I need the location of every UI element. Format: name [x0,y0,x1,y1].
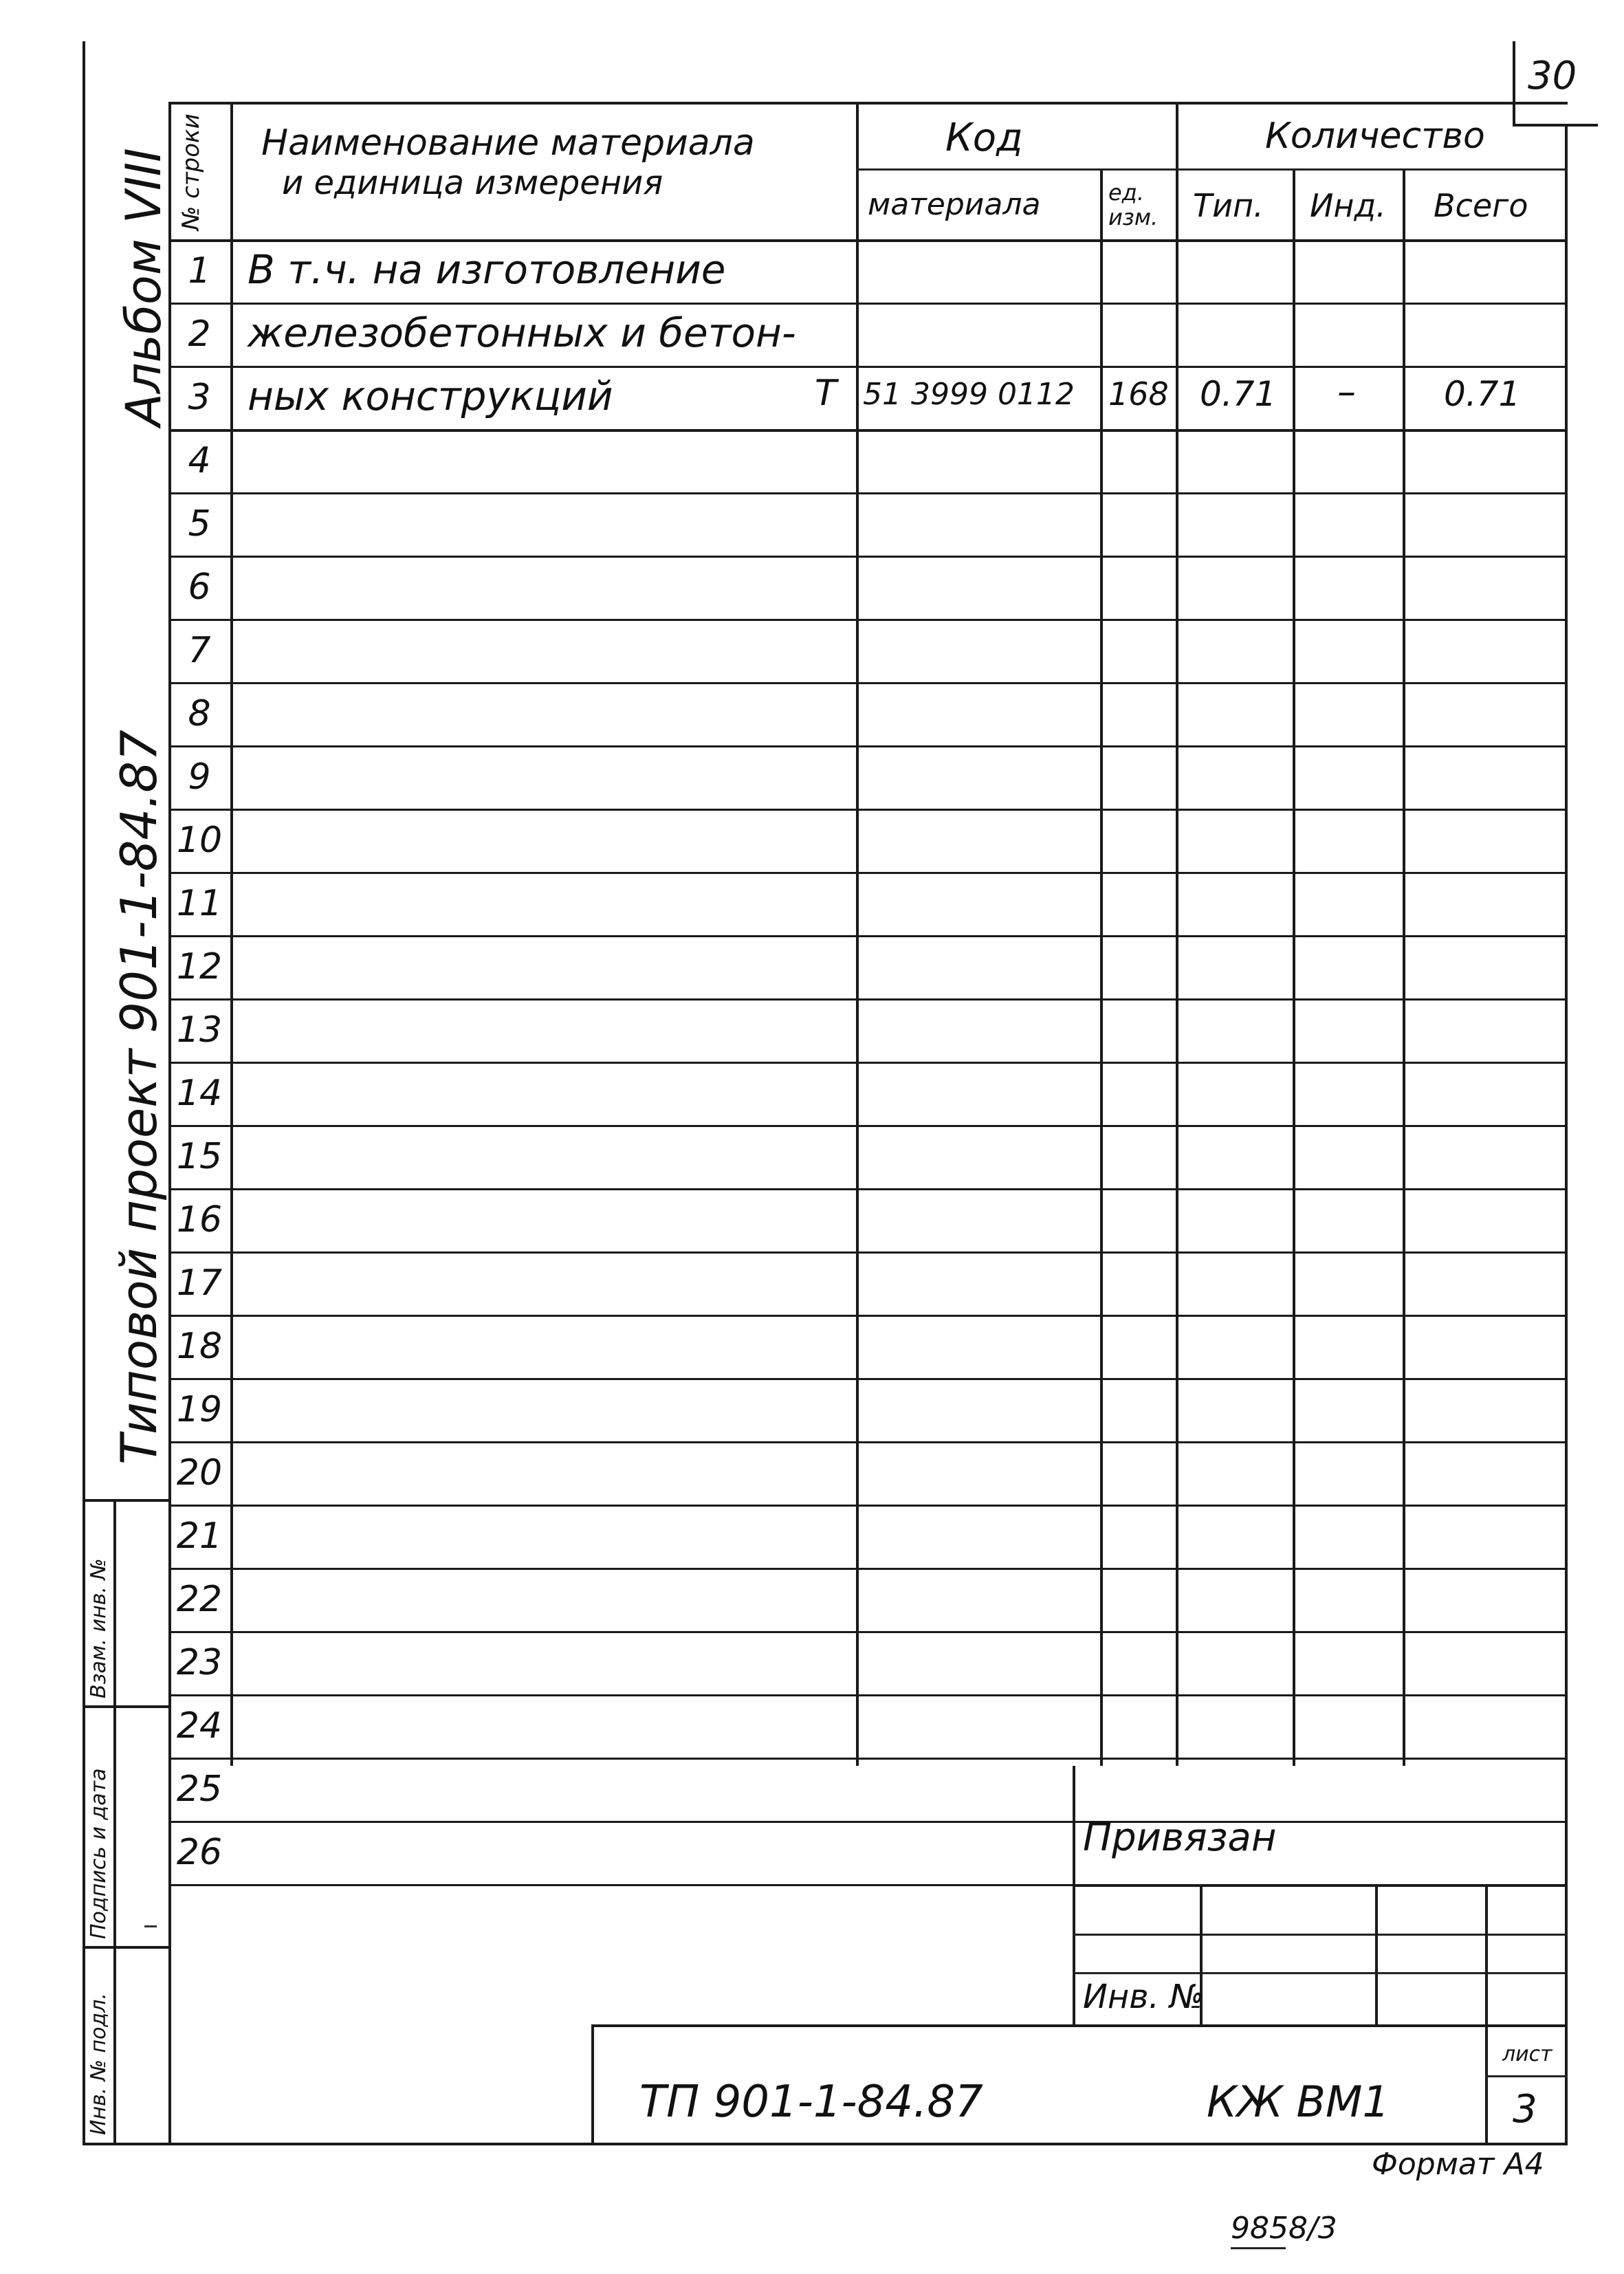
tb-main-top [591,2024,1568,2027]
table-row-line [168,556,1568,558]
row-number: 22 [176,1579,223,1620]
row-number: 14 [176,1073,223,1114]
row-number: 24 [176,1705,223,1747]
page-number: 30 [1528,54,1577,98]
row3-ind: – [1337,370,1356,413]
stamp-col-line [113,1499,116,2143]
row-number: 7 [188,630,211,671]
stamp-top [83,1499,168,1502]
row-number: 10 [176,820,223,861]
table-row-line [168,1188,1568,1190]
col-line-ind [1293,168,1295,1766]
table-row-line [168,1315,1568,1317]
table-row-line [168,1758,1568,1760]
row3-unit-suffix: Т [815,373,837,414]
row-number: 20 [176,1452,223,1494]
stamp-dash [144,1925,157,1927]
table-row-line [168,1631,1568,1633]
row3-type: 0.71 [1200,374,1277,414]
table-row-line [168,809,1568,811]
header-code: Код [945,116,1023,160]
table-row-line [168,872,1568,874]
header-code-unit: ед. изм. [1108,179,1159,230]
row-number: 18 [176,1326,223,1367]
row-number: 3 [188,377,211,418]
row-number: 17 [176,1262,223,1304]
row-number: 5 [188,503,211,545]
row-number: 21 [176,1516,223,1557]
tb-left [1073,1766,1075,2027]
header-sub-line [856,168,1568,171]
row3-code: 51 3999 0112 [863,377,1075,412]
table-row-line [168,682,1568,684]
tb-col-2 [1375,1884,1378,2025]
header-qty-total: Всего [1434,187,1528,224]
col-line-code [856,102,859,1766]
table-row-line [168,303,1568,305]
table-row-line [168,1821,1568,1823]
table-row-line [168,366,1568,368]
stamp-sep-1 [83,1705,168,1708]
tb-sheet-label: лист [1502,2042,1552,2066]
table-row-line [168,1568,1568,1570]
row-number: 15 [176,1136,223,1177]
row-number: 1 [188,250,211,292]
row-number: 16 [176,1199,223,1240]
tb-line-3 [1073,1972,1568,1974]
row-number: 11 [176,883,223,924]
tb-doc-code: ТП 901-1-84.87 [639,2077,983,2128]
header-row-no: № строки [177,113,205,230]
tb-mark: КЖ ВМ1 [1207,2077,1390,2127]
header-qty: Количество [1265,116,1485,157]
tb-col-3 [1485,1884,1488,2143]
table-row-line [168,1441,1568,1443]
album-label: Альбом VIII [116,148,172,426]
row1-name: В т.ч. на изготовление [248,246,726,293]
tb-bound-line [1073,1884,1568,1887]
table-row-line [168,1125,1568,1127]
table-row-line [168,1062,1568,1064]
row-number: 2 [188,314,211,355]
row-number: 26 [176,1832,223,1873]
row-number: 19 [176,1389,223,1430]
stamp-inv-podl: Инв. № подл. [87,1993,111,2135]
stamp-vzam: Взам. инв. № [87,1558,111,1698]
tb-bound: Привязан [1083,1815,1277,1860]
frame-right [1565,124,1568,2145]
header-qty-type: Тип. [1193,187,1264,224]
tb-sheet-no: 3 [1513,2087,1537,2132]
project-label: Типовой проект 901-1-84.87 [110,730,168,1465]
tb-sheet-line [1485,2075,1568,2077]
tb-main-left [591,2024,594,2143]
header-name-line2: и единица измерения [282,164,663,202]
header-qty-ind: Инд. [1310,187,1386,224]
row-number: 23 [176,1642,223,1683]
frame-bottom [83,2143,1568,2145]
table-row-line [168,492,1568,494]
row-number: 8 [188,693,211,734]
col-line-total [1403,168,1405,1766]
tb-line-2 [1073,1934,1568,1936]
row3-name: ных конструкций [248,373,613,419]
header-bottom [168,239,1568,242]
format-label: Формат А4 [1372,2147,1544,2182]
header-code-material: материала [868,187,1041,222]
row-number: 9 [188,756,211,798]
row2-name: железобетонных и бетон- [248,309,796,356]
table-row-line [168,619,1568,621]
footer-number: 9858/3 [1231,2211,1337,2246]
row-number: 25 [176,1769,223,1810]
col-line-qty [1176,102,1178,1766]
table-row-line [168,1251,1568,1254]
col-line-unit [1100,168,1103,1766]
header-name: Наименование материала [261,122,755,164]
table-row-line [168,998,1568,1001]
table-row-line [168,429,1568,432]
table-row-line [168,1505,1568,1507]
table-top [168,102,1568,105]
row-number: 6 [188,567,211,608]
row-number: 12 [176,946,223,987]
table-row-line [168,935,1568,937]
col-line-name [230,102,233,1766]
row3-unit: 168 [1108,375,1169,413]
tb-inv-no: Инв. № [1083,1978,1205,2016]
stamp-sign-date: Подпись и дата [87,1768,111,1939]
row-number: 4 [188,440,211,481]
table-row-line [168,1694,1568,1696]
table-row-line [168,745,1568,747]
stamp-sep-2 [83,1946,168,1949]
row3-total: 0.71 [1444,374,1521,414]
frame-left [83,41,85,2145]
footer-underline [1231,2247,1286,2249]
table-row-line [168,1378,1568,1380]
row-number: 13 [176,1009,223,1051]
